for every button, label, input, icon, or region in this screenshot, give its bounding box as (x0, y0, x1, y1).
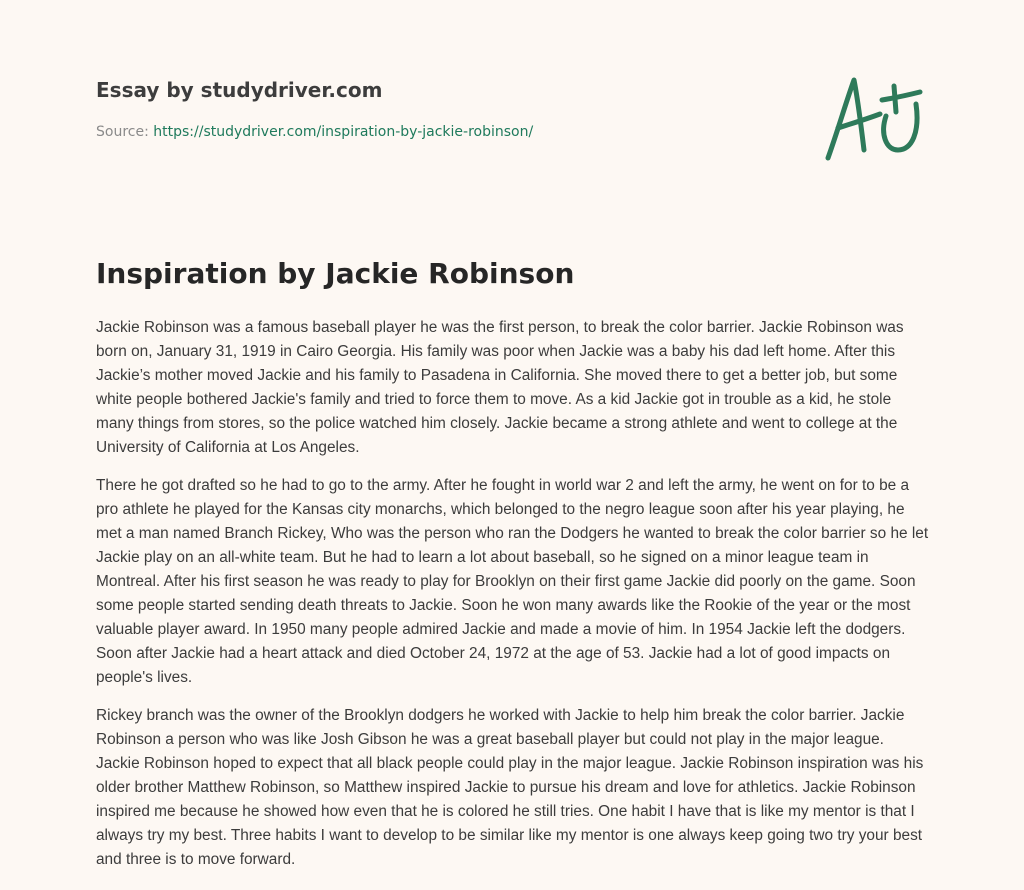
source-line (96, 122, 736, 142)
essay-header (96, 75, 736, 142)
brand-title: Essay by studydriver.com (96, 78, 383, 102)
a-plus-logo-icon (820, 70, 930, 165)
source-label: Source: (96, 124, 149, 140)
essay-paragraph: Rickey branch was the owner of the Brooklyn dodgers he worked with Jackie to help him break the color barrier. Jackie Robinson a person who was like Josh Gibson he was a great baseball player but could not play in the major league. Jackie Robinson hoped to expect that all black people could play in the major league. Jackie Robinson inspiration was his older brother Matthew Robinson, so Matthew inspired Jackie to pursue his dream and love for athletics. Jackie Robinson inspired me because he showed how even that he is colored he still tries. One habit I have that is like my mentor is that I always try my best. Three habits I want to develop to be similar like my mentor is one always keep going two try your best and three is to move forward. (96, 707, 924, 868)
essay-body (96, 316, 930, 886)
essay-paragraph: Jackie Robinson was a famous baseball player he was the first person, to break the color barrier. Jackie Robinson was born on, January 31, 1919 in Cairo Georgia. His family was poor when Jackie was a baby his dad left home. After this Jackie’s mother moved Jackie and his family to Pasadena in California. She moved there to get a better job, but some white people bothered Jackie's family and tried to force them to move. As a kid Jackie got in trouble as a kid, he stole many things from stores, so the police watched him closely. Jackie became a strong athlete and went to college at the University of California at Los Angeles. (96, 319, 904, 456)
essay-title: Inspiration by Jackie Robinson (96, 257, 575, 290)
source-link[interactable]: https://studydriver.com/inspiration-by-jackie-robinson/ (153, 124, 534, 140)
essay-paragraph: There he got drafted so he had to go to the army. After he fought in world war 2 and left the army, he went on for to be a pro athlete he played for the Kansas city monarchs, which belonged to the negro league soon after his year playing, he met a man named Branch Rickey, Who was the person who ran the Dodgers he wanted to break the color barrier so he let Jackie play on an all-white team. But he had to learn a lot about baseball, so he signed on a minor league team in Montreal. After his first season he was ready to play for Brooklyn on their first game Jackie did poorly on the game. Soon some people started sending death threats to Jackie. Soon he won many awards like the Rookie of the year or the most valuable player award. In 1950 many people admired Jackie and made a movie of him. In 1954 Jackie left the dodgers. Soon after Jackie had a heart attack and died October 24, 1972 at the age of 53. Jackie had a lot of good impacts on people's lives. (96, 477, 929, 686)
